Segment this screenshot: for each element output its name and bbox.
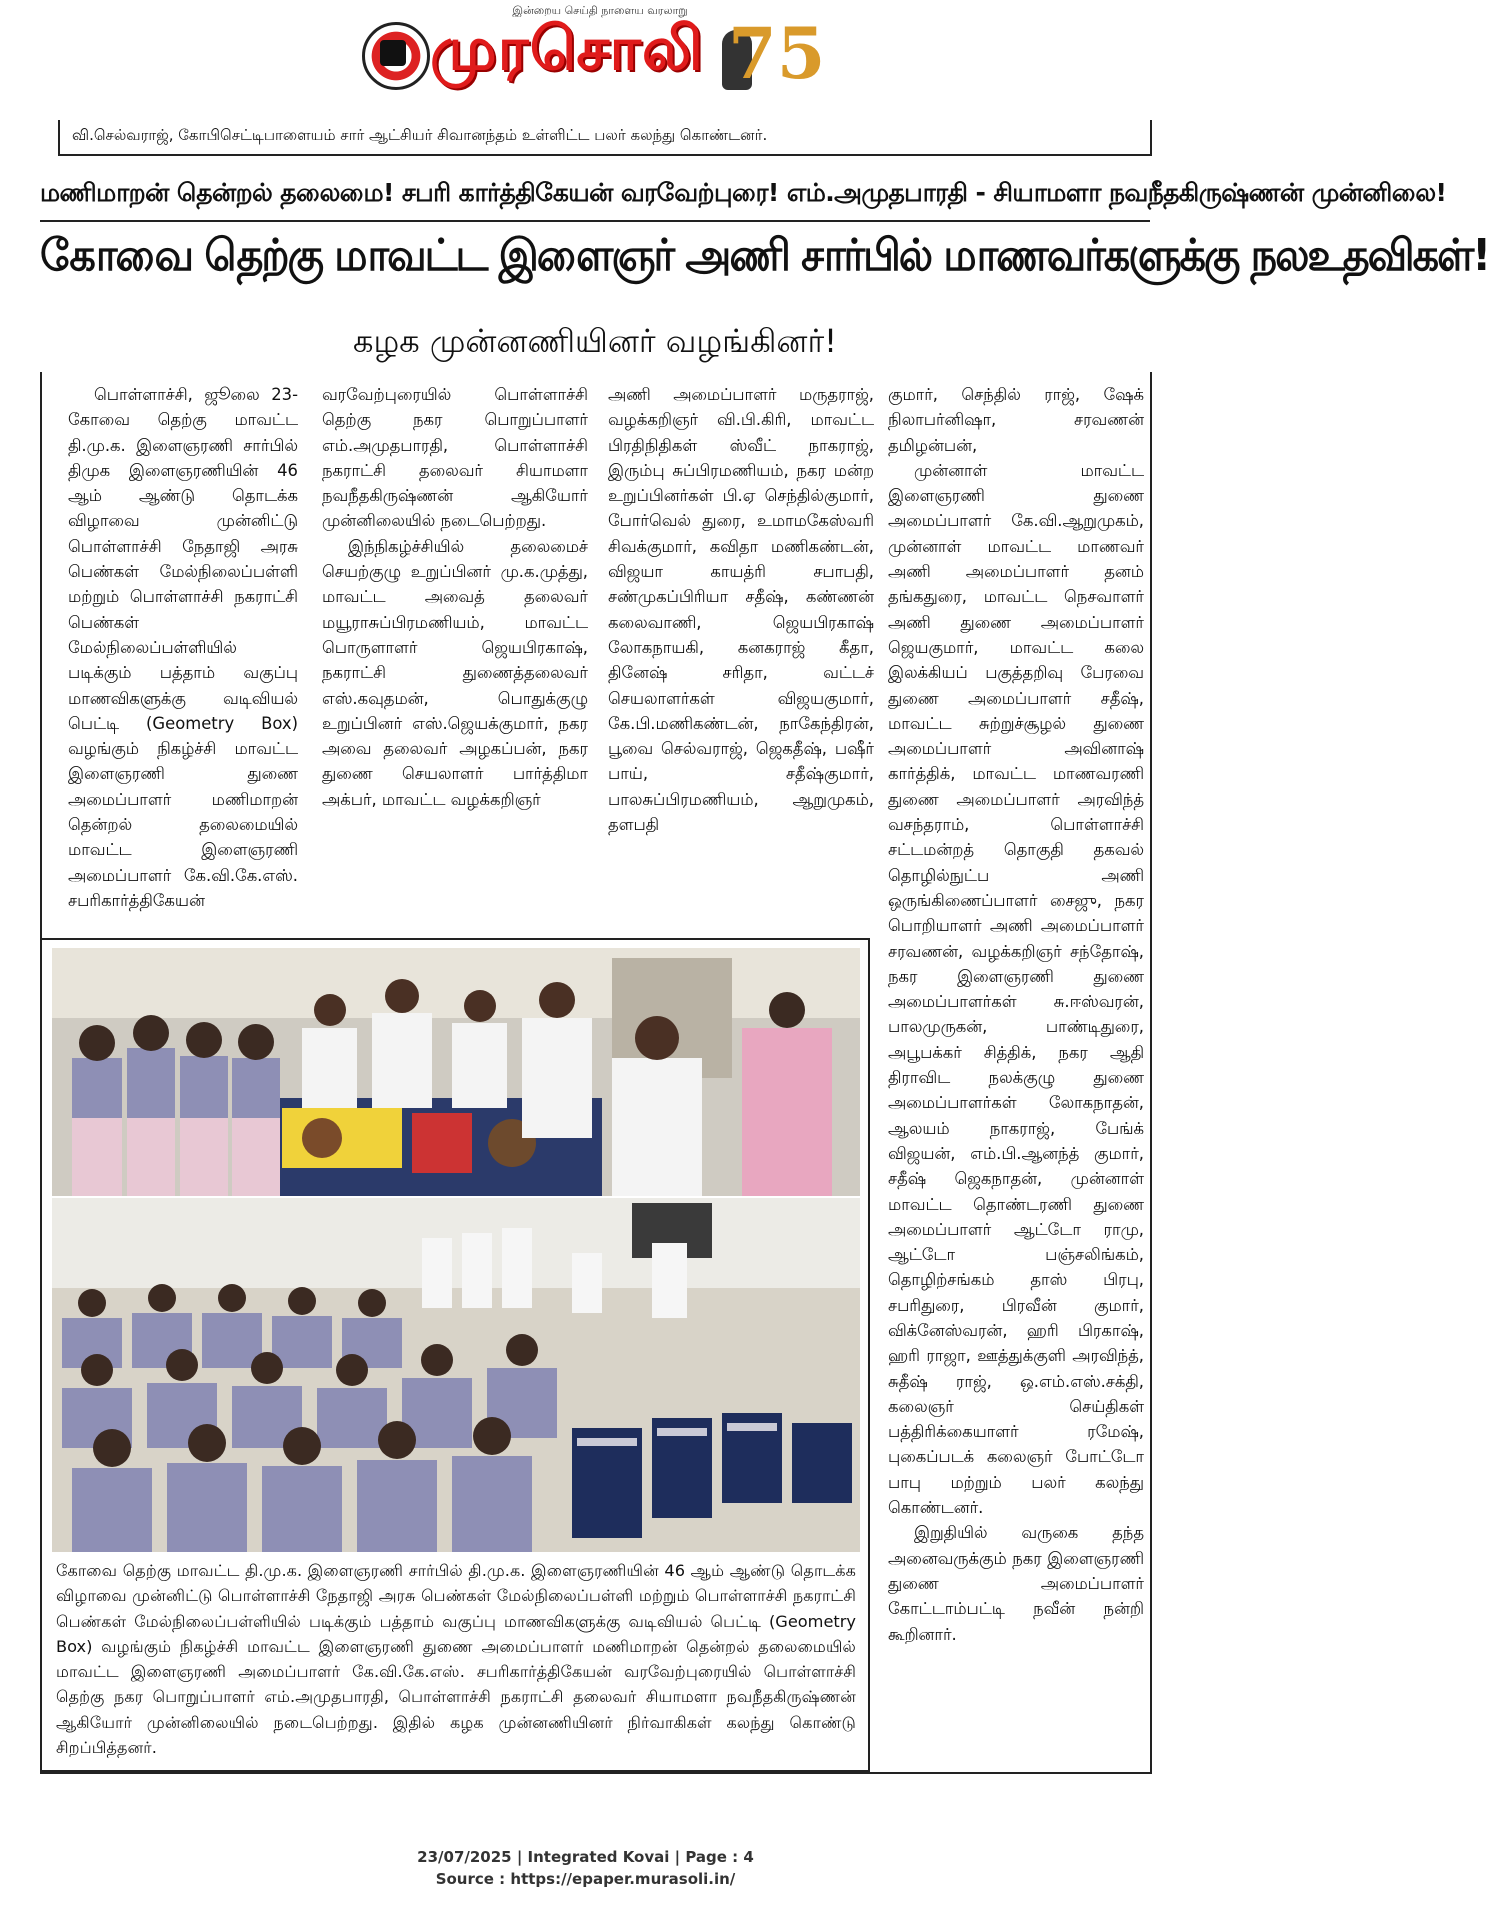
column-2-text-b: இந்நிகழ்ச்சியில் தலைமைச் செயற்குழு உறுப்பினர் மு.க.முத்து, மாவட்ட அவைத் தலைவர் மயூராசுப்பிரமணியம், மாவட்ட பொருளாளர் ஜெயபிரகாஷ், நகராட்சி துணைத்தலைவர் எஸ்.கவுதமன், பொதுக்குழு உறுப்பினர் எஸ்.ஜெயக்குமார், நகர அவை தலைவர் அழகப்பன், நகர துணை செயலாளர் பார்த்திமா அக்பர், மாவட்ட வழக்கறிஞர் [322,536,588,809]
article-column-3 [608,382,874,837]
divider [40,220,1150,222]
footer-source-link[interactable]: Source : https://epaper.murasoli.in/ [435,1870,736,1888]
column-4-text-a: குமார், செந்தில் ராஜ், ஷேக் நிலாபர்னிஷா, சரவணன் தமிழன்பன், [888,385,1144,455]
sub-headline: கழக முன்னணியினர் வழங்கினர்! [352,322,837,360]
column-1-text: பொள்ளாச்சி, ஜூலை 23- கோவை தெற்கு மாவட்ட தி.மு.க. இளைஞரணி சார்பில் திமுக இளைஞரணியின் 46 ஆம் ஆண்டு தொடக்க விழாவை முன்னிட்டு பொள்ளாச்சி நேதாஜி அரசு பெண்கள் மேல்நிலைப்பள்ளி மற்றும் பொள்ளாச்சி நகராட்சி பெண்கள் மேல்நிலைப்பள்ளியில் படிக்கும் பத்தாம் வகுப்பு மாணவிகளுக்கு வடிவியல் பெட்டி (Geometry Box) வழங்கும் நிகழ்ச்சி மாவட்ட இளைஞரணி துணை அமைப்பாளர் மணிமாறன் தென்றல் தலைமையில் மாவட்ட இளைஞரணி அமைப்பாளர் கே.வி.கே.எஸ். சபரிகார்த்திகேயன் [68,385,298,910]
article-column-1 [68,382,298,913]
event-photo-students-seated [52,1198,860,1552]
continuation-text: வி.செல்வராஜ், கோபிசெட்டிபாளையம் சார் ஆட்சியர் சிவானந்தம் உள்ளிட்ட பலர் கலந்து கொண்டனர். [72,126,768,144]
column-3-text: அணி அமைப்பாளர் மருதராஜ், வழக்கறிஞர் வி.பி.கிரி, மாவட்ட பிரதிநிதிகள் ஸ்வீட் நாகராஜ், இரும்பு சுப்பிரமணியம், நகர மன்ற உறுப்பினர்கள் பி.ஏ செந்தில்குமார், போர்வெல் துரை, உமாமகேஸ்வரி சிவக்குமார், கவிதா மணிகண்டன், விஜயா காயத்ரி சபாபதி, சண்முகப்பிரியா சதீஷ், கண்ணன் கலைவாணி, ஜெயபிரகாஷ் லோகநாயகி, கனகராஜ் கீதா, தினேஷ் சரிதா, வட்டச் செயலாளர்கள் விஜயகுமார், கே.பி.மணிகண்டன், நாகேந்திரன், பூவை செல்வராஜ், ஜெகதீஷ், பஷீர் பாய், சதீஷ்குமார், பாலசுப்பிரமணியம், ஆறுமுகம், தளபதி [608,385,874,835]
kicker-headline: மணிமாறன் தென்றல் தலைமை! சபரி கார்த்திகேயன் வரவேற்புரை! எம்.அமுதபாரதி - சியாமளா நவநீதகிருஷ்ணன் முன்னிலை! [40,178,1447,207]
newspaper-logo: முரசொலி [430,14,704,84]
column-4-text-b: முன்னாள் மாவட்ட இளைஞரணி துணை அமைப்பாளர் கே.வி.ஆறுமுகம், முன்னாள் மாவட்ட மாணவர் அணி அமைப்பாளர் தனம் தங்கதுரை, மாவட்ட நெசவாளர் அணி துணை அமைப்பாளர் ஜெயகுமார், மாவட்ட கலை இலக்கியப் பகுத்தறிவு பேரவை துணை அமைப்பாளர் சதீஷ், மாவட்ட சுற்றுச்சூழல் துணை அமைப்பாளர் அவினாஷ் கார்த்திக், மாவட்ட மாணவரணி துணை அமைப்பாளர் அரவிந்த் வசந்தராம், பொள்ளாச்சி சட்டமன்றத் தொகுதி தகவல் தொழில்நுட்ப அணி ஒருங்கிணைப்பாளர் சைஜு, நகர பொறியாளர் அணி அமைப்பாளர் சரவணன், வழக்கறிஞர் சந்தோஷ், நகர இளைஞரணி துணை அமைப்பாளர்கள் சு.ஈஸ்வரன், பாலமுருகன், பாண்டிதுரை, அபூபக்கர் சித்திக், நகர ஆதி திராவிட நலக்குழு துணை அமைப்பாளர்கள் லோகநாதன், ஆலயம் நாகராஜ், பேங்க் விஜயன், எம்.பி.ஆனந்த் குமார், சதீஷ் ஜெகநாதன், முன்னாள் மாவட்ட தொண்டரணி துணை அமைப்பாளர் ஆட்டோ ராமு, ஆட்டோ பஞ்சலிங்கம், தொழிற்சங்கம் தாஸ் பிரபு, சபரிதுரை, பிரவீன் குமார், விக்னேஸ்வரன், ஹரி பிரகாஷ், ஹரி ராஜா, ஊத்துக்குளி அரவிந்த், சுதீஷ் ராஜ், ஒ.எம்.எஸ்.சக்தி, கலைஞர் செய்திகள் பத்திரிக்கையாளர் ரமேஷ், புகைப்படக் கலைஞர் போட்டோ பாபு மற்றும் பலர் கலந்து கொண்டனர். [888,460,1144,1518]
footer-date-edition: 23/07/2025 | Integrated Kovai | Page : 4 [417,1848,754,1866]
masthead-tagline: இன்றைய செய்தி நாளைய வரலாறு [512,4,688,17]
photo-caption: கோவை தெற்கு மாவட்ட தி.மு.க. இளைஞரணி சார்பில் தி.மு.க. இளைஞரணியின் 46 ஆம் ஆண்டு தொடக்க விழாவை முன்னிட்டு பொள்ளாச்சி நேதாஜி அரசு பெண்கள் மேல்நிலைப்பள்ளி மற்றும் பொள்ளாச்சி நகராட்சி பெண்கள் மேல்நிலைப்பள்ளியில் படிக்கும் பத்தாம் வகுப்பு மாணவிகளுக்கு வடிவியல் பெட்டி (Geometry Box) வழங்கும் நிகழ்ச்சி மாவட்ட இளைஞரணி துணை அமைப்பாளர் மணிமாறன் தென்றல் தலைமையில் மாவட்ட இளைஞரணி அமைப்பாளர் கே.வி.கே.எஸ். சபரிகார்த்திகேயன் வரவேற்புரையில் பொள்ளாச்சி தெற்கு நகர பொறுப்பாளர் எம்.அமுதபாரதி, பொள்ளாச்சி நகராட்சி தலைவர் சியாமளா நவநீதகிருஷ்ணன் ஆகியோர் முன்னிலையில் நடைபெற்றது. இதில் கழக முன்னணியினர் நிர்வாகிகள் கலந்து கொண்டு சிறப்பித்தனர். [56,1561,856,1758]
column-4-text-c: இறுதியில் வருகை தந்த அனைவருக்கும் நகர இளைஞரணி துணை அமைப்பாளர் கோட்டாம்பட்டி நவீன் நன்றி கூறினார். [888,1523,1144,1644]
anniversary-emblem [722,12,826,102]
article-column-4 [888,382,1144,1647]
seal-emblem-icon [380,40,406,66]
article-border-bottom [40,1772,1152,1774]
anniversary-number: 75 [728,12,826,95]
article-column-2 [322,382,588,812]
main-headline: கோவை தெற்கு மாவட்ட இளைஞர் அணி சார்பில் மாணவர்களுக்கு நலஉதவிகள்! [40,230,1489,281]
event-photo-distribution [52,948,860,1196]
article-border-right [1150,372,1152,1772]
column-2-text-a: வரவேற்புரையில் பொள்ளாச்சி தெற்கு நகர பொறுப்பாளர் எம்.அமுதபாரதி, பொள்ளாச்சி நகராட்சி தலைவர் சியாமளா நவநீதகிருஷ்ணன் ஆகியோர் முன்னிலையில் நடைபெற்றது. [322,385,588,531]
